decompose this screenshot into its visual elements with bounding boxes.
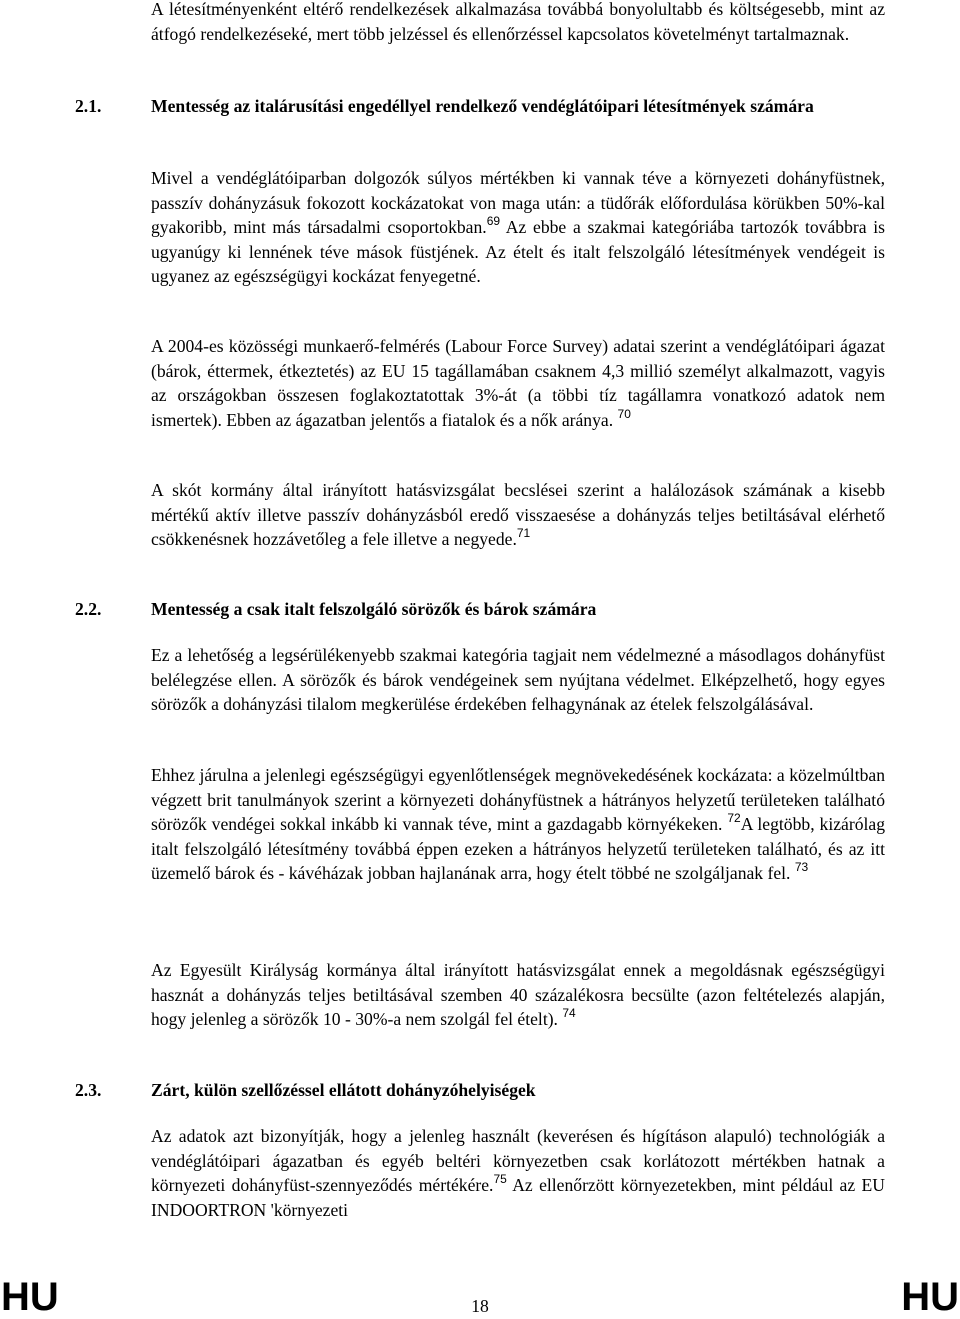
section-2-1-paragraph-1 [151,166,885,289]
text-run: A skót kormány által irányított hatásvizsgálat becslései szerint a halálozások számának a kisebb mértékű aktív illetve passzív dohányzásból eredő visszaesése a dohányzás teljes betiltásával elérhető csökkenésnek hozzávetőleg a fele illetve a negyede. [151,480,885,549]
page-number: 18 [471,1296,489,1316]
text-run: Az ellenőrzött környezetekben, mint például az EU INDOORTRON 'környezeti [151,1175,885,1220]
section-2-1-paragraph-3 [151,478,885,552]
footer-language-code-right: HU [901,1275,959,1319]
text-run: Az Egyesült Királyság kormánya által irányított hatásvizsgálat ennek a megoldásnak egészségügyi hasznát a dohányzás teljes betiltásával szemben 40 százalékosra becsülte (azon feltételezés alapján, hogy jelenleg a sörözők 10 - 30%-a nem szolgál fel ételt). [151,960,885,1029]
section-heading-2-1: Mentesség az italárusítási engedéllyel rendelkező vendéglátóipari létesítmények számára [151,96,814,116]
text-run: Az ebbe a szakmai kategóriába tartozók továbbra is ugyanúgy ki lennének téve mások füstjének. Az ételt és italt felszolgáló létesítmények vendégeit is ugyanez az egészségügyi kockázat fenyegetné. [151,217,885,286]
section-number-2-3: 2.3. [75,1080,102,1100]
intro-paragraph [151,0,885,46]
footnote-ref-72[interactable]: 72 [727,811,741,826]
footnote-ref-74[interactable]: 74 [562,1006,576,1021]
footer-language-code-left: HU [1,1275,59,1319]
footnote-ref-75[interactable]: 75 [493,1172,507,1187]
intro-text: A létesítményenként eltérő rendelkezések alkalmazása továbbá bonyolultabb és költségesebb, mint az átfogó rendelkezéseké, mert több jelzéssel és ellenőrzéssel kapcsolatos követelményt tartalmaznak. [151,0,885,44]
section-2-2-paragraph-1 [151,643,885,717]
section-2-2-paragraph-3 [151,958,885,1032]
text-run: Az adatok azt bizonyítják, hogy a jelenleg használt (keverésen és hígításon alapuló) technológiák a vendéglátóipari ágazatban és egyéb beltéri környezetben csak korlátozott mértékben hatnak a környezeti dohányfüst-szennyeződés mértékére. [151,1126,885,1195]
section-2-2-paragraph-2 [151,763,885,886]
footnote-ref-69[interactable]: 69 [486,214,501,229]
text-run: A legtöbb, kizárólag italt felszolgáló létesítmény továbbá éppen ezeken a hátrányos helyzetű területeken található, és az itt üzemelő bárok és - kávéházak jobban hajlanának arra, hogy ételt többé ne szolgáljanak fel. [151,814,886,883]
section-2-3-paragraph-1 [151,1124,885,1222]
footnote-ref-73[interactable]: 73 [794,860,809,875]
section-heading-2-3: Zárt, külön szellőzéssel ellátott dohányzóhelyiségek [151,1080,536,1100]
text-run: Mivel a vendéglátóiparban dolgozók súlyos mértékben ki vannak téve a környezeti dohányfüstnek, passzív dohányzásuk fokozott kockázatokat von maga után: a tüdőrák előfordulása körükben 50%-kal gyakoribb, mint más társadalmi csoportokban. [151,168,885,237]
text-run: Ehhez járulna a jelenlegi egészségügyi egyenlőtlenségek megnövekedésének kockázata: a közelmúltban végzett brit tanulmányok szerint a környezeti dohányfüstnek a hátrányos helyzetű területeken található sörözők vendégei sokkal inkább ki vannak téve, mint a gazdagabb környékeken. [151,765,885,834]
section-heading-2-2: Mentesség a csak italt felszolgáló sörözők és bárok számára [151,599,597,619]
section-2-1-paragraph-2 [151,334,885,432]
text-run: A 2004-es közösségi munkaerő-felmérés (Labour Force Survey) adatai szerint a vendéglátóipari ágazat (bárok, éttermek, étkeztetés) az EU 15 tagállamában csaknem 4,3 millió személyt alkalmazott, vagyis az országokban összesen foglakoztatottak 3%-át (a többi tíz tagállamra vonatkozó adatok nem ismertek). Ebben az ágazatban jelentős a fiatalok és a nők aránya. [151,336,885,430]
text-run: Ez a lehetőség a legsérülékenyebb szakmai kategória tagjait nem védelmezné a másodlagos dohányfüst belélegzése ellen. A sörözők és bárok vendégeinek sem nyújtana védelmet. Elképzelhető, hogy egyes sörözők a dohányzási tilalom megkerülése érdekében felhagynának az ételek felszolgálásával. [151,645,885,714]
section-number-2-1: 2.1. [75,96,102,116]
footnote-ref-71[interactable]: 71 [516,526,531,541]
section-number-2-2: 2.2. [75,599,102,619]
footnote-ref-70[interactable]: 70 [617,406,631,421]
